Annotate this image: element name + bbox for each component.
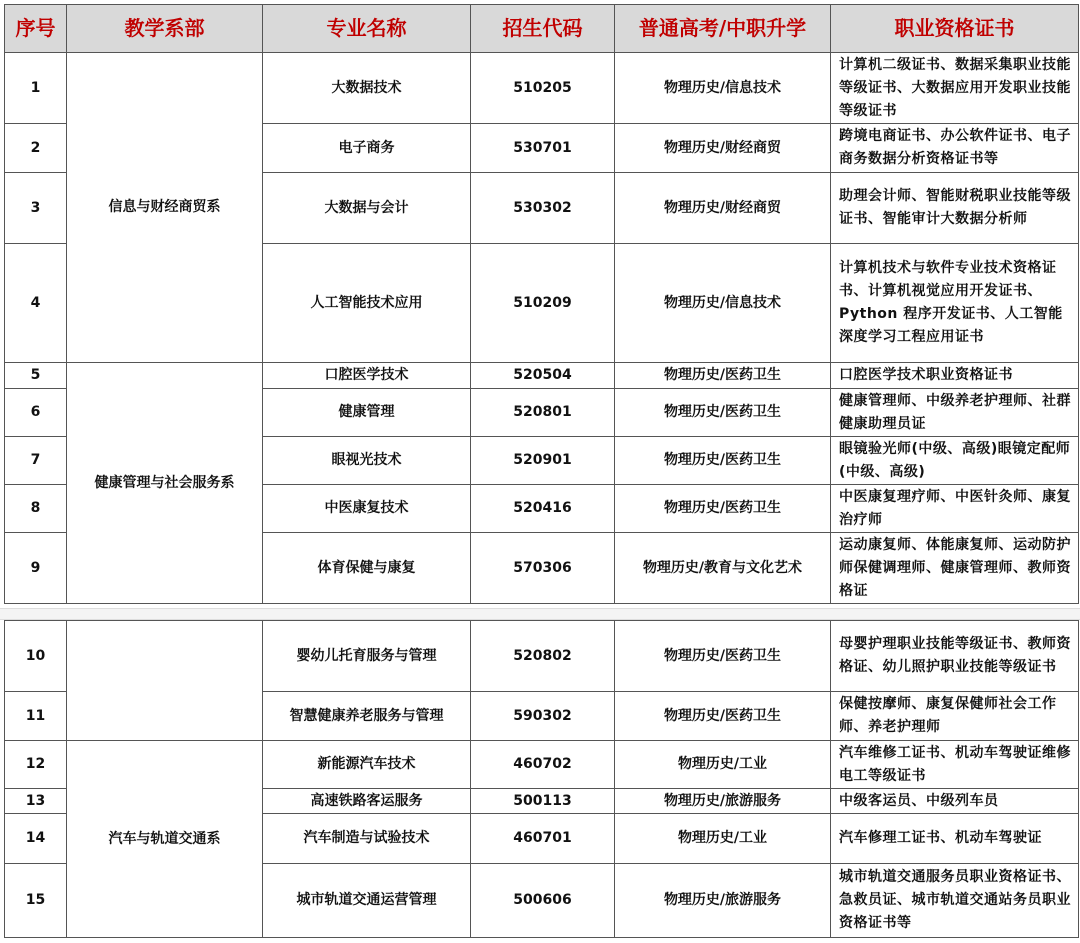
header-department: 教学系部 bbox=[67, 5, 263, 53]
enrollment-code: 510209 bbox=[471, 244, 615, 363]
department-cell: 汽车与轨道交通系 bbox=[67, 741, 263, 938]
certificates: 中医康复理疗师、中医针灸师、康复治疗师 bbox=[831, 485, 1079, 533]
admission-track: 物理历史/医药卫生 bbox=[615, 485, 831, 533]
department-cell: 信息与财经商贸系 bbox=[67, 53, 263, 363]
major-name: 电子商务 bbox=[263, 124, 471, 173]
header-major: 专业名称 bbox=[263, 5, 471, 53]
department-cell: 健康管理与社会服务系 bbox=[67, 363, 263, 604]
row-number: 1 bbox=[5, 53, 67, 124]
admission-track: 物理历史/医药卫生 bbox=[615, 437, 831, 485]
certificates: 运动康复师、体能康复师、运动防护师保健调理师、健康管理师、教师资格证 bbox=[831, 533, 1079, 604]
admission-track: 物理历史/医药卫生 bbox=[615, 389, 831, 437]
major-name: 大数据技术 bbox=[263, 53, 471, 124]
row-number: 10 bbox=[5, 621, 67, 692]
enrollment-code: 530302 bbox=[471, 173, 615, 244]
admission-track: 物理历史/信息技术 bbox=[615, 53, 831, 124]
major-name: 中医康复技术 bbox=[263, 485, 471, 533]
major-name: 新能源汽车技术 bbox=[263, 741, 471, 789]
major-name: 口腔医学技术 bbox=[263, 363, 471, 389]
enrollment-code: 500606 bbox=[471, 864, 615, 938]
admission-track: 物理历史/旅游服务 bbox=[615, 864, 831, 938]
certificates: 口腔医学技术职业资格证书 bbox=[831, 363, 1079, 389]
admission-track: 物理历史/医药卫生 bbox=[615, 621, 831, 692]
enrollment-code: 520504 bbox=[471, 363, 615, 389]
major-name: 人工智能技术应用 bbox=[263, 244, 471, 363]
admission-track: 物理历史/财经商贸 bbox=[615, 173, 831, 244]
admission-track: 物理历史/旅游服务 bbox=[615, 789, 831, 814]
certificates: 汽车维修工证书、机动车驾驶证维修电工等级证书 bbox=[831, 741, 1079, 789]
row-number: 11 bbox=[5, 692, 67, 741]
certificates: 跨境电商证书、办公软件证书、电子商务数据分析资格证书等 bbox=[831, 124, 1079, 173]
certificates: 眼镜验光师(中级、高级)眼镜定配师(中级、高级) bbox=[831, 437, 1079, 485]
row-number: 9 bbox=[5, 533, 67, 604]
row-number: 3 bbox=[5, 173, 67, 244]
major-name: 城市轨道交通运营管理 bbox=[263, 864, 471, 938]
enrollment-code: 520802 bbox=[471, 621, 615, 692]
admission-track: 物理历史/医药卫生 bbox=[615, 363, 831, 389]
enrollment-code: 590302 bbox=[471, 692, 615, 741]
enrollment-code: 460702 bbox=[471, 741, 615, 789]
major-name: 健康管理 bbox=[263, 389, 471, 437]
enrollment-code: 520901 bbox=[471, 437, 615, 485]
major-name: 智慧健康养老服务与管理 bbox=[263, 692, 471, 741]
major-name: 大数据与会计 bbox=[263, 173, 471, 244]
admissions-table-bottom bbox=[4, 620, 1079, 938]
table-row bbox=[5, 363, 1079, 389]
enrollment-code: 510205 bbox=[471, 53, 615, 124]
certificates: 计算机技术与软件专业技术资格证书、计算机视觉应用开发证书、Python 程序开发证书、人工智能深度学习工程应用证书 bbox=[831, 244, 1079, 363]
major-name: 眼视光技术 bbox=[263, 437, 471, 485]
row-number: 4 bbox=[5, 244, 67, 363]
major-name: 体育保健与康复 bbox=[263, 533, 471, 604]
table-row bbox=[5, 741, 1079, 789]
certificates: 中级客运员、中级列车员 bbox=[831, 789, 1079, 814]
admission-track: 物理历史/工业 bbox=[615, 814, 831, 864]
row-number: 14 bbox=[5, 814, 67, 864]
certificates: 母婴护理职业技能等级证书、教师资格证、幼儿照护职业技能等级证书 bbox=[831, 621, 1079, 692]
certificates: 城市轨道交通服务员职业资格证书、急救员证、城市轨道交通站务员职业资格证书等 bbox=[831, 864, 1079, 938]
page-separator bbox=[0, 608, 1080, 620]
enrollment-code: 530701 bbox=[471, 124, 615, 173]
admission-track: 物理历史/医药卫生 bbox=[615, 692, 831, 741]
certificates: 健康管理师、中级养老护理师、社群健康助理员证 bbox=[831, 389, 1079, 437]
enrollment-code: 520801 bbox=[471, 389, 615, 437]
row-number: 8 bbox=[5, 485, 67, 533]
enrollment-code: 520416 bbox=[471, 485, 615, 533]
header-row bbox=[5, 5, 1079, 53]
row-number: 15 bbox=[5, 864, 67, 938]
admission-track: 物理历史/财经商贸 bbox=[615, 124, 831, 173]
department-cell-empty bbox=[67, 621, 263, 741]
row-number: 7 bbox=[5, 437, 67, 485]
table-row bbox=[5, 53, 1079, 124]
row-number: 5 bbox=[5, 363, 67, 389]
row-number: 12 bbox=[5, 741, 67, 789]
row-number: 13 bbox=[5, 789, 67, 814]
header-serial: 序号 bbox=[5, 5, 67, 53]
major-name: 婴幼儿托育服务与管理 bbox=[263, 621, 471, 692]
row-number: 6 bbox=[5, 389, 67, 437]
certificates: 计算机二级证书、数据采集职业技能等级证书、大数据应用开发职业技能等级证书 bbox=[831, 53, 1079, 124]
header-certificates: 职业资格证书 bbox=[831, 5, 1079, 53]
admission-track: 物理历史/教育与文化艺术 bbox=[615, 533, 831, 604]
header-code: 招生代码 bbox=[471, 5, 615, 53]
certificates: 汽车修理工证书、机动车驾驶证 bbox=[831, 814, 1079, 864]
admission-track: 物理历史/信息技术 bbox=[615, 244, 831, 363]
header-track: 普通高考/中职升学 bbox=[615, 5, 831, 53]
enrollment-code: 500113 bbox=[471, 789, 615, 814]
major-name: 汽车制造与试验技术 bbox=[263, 814, 471, 864]
enrollment-code: 570306 bbox=[471, 533, 615, 604]
certificates: 助理会计师、智能财税职业技能等级证书、智能审计大数据分析师 bbox=[831, 173, 1079, 244]
major-name: 高速铁路客运服务 bbox=[263, 789, 471, 814]
table-row bbox=[5, 621, 1079, 692]
admission-track: 物理历史/工业 bbox=[615, 741, 831, 789]
certificates: 保健按摩师、康复保健师社会工作师、养老护理师 bbox=[831, 692, 1079, 741]
enrollment-code: 460701 bbox=[471, 814, 615, 864]
row-number: 2 bbox=[5, 124, 67, 173]
admissions-table-top bbox=[4, 4, 1079, 604]
